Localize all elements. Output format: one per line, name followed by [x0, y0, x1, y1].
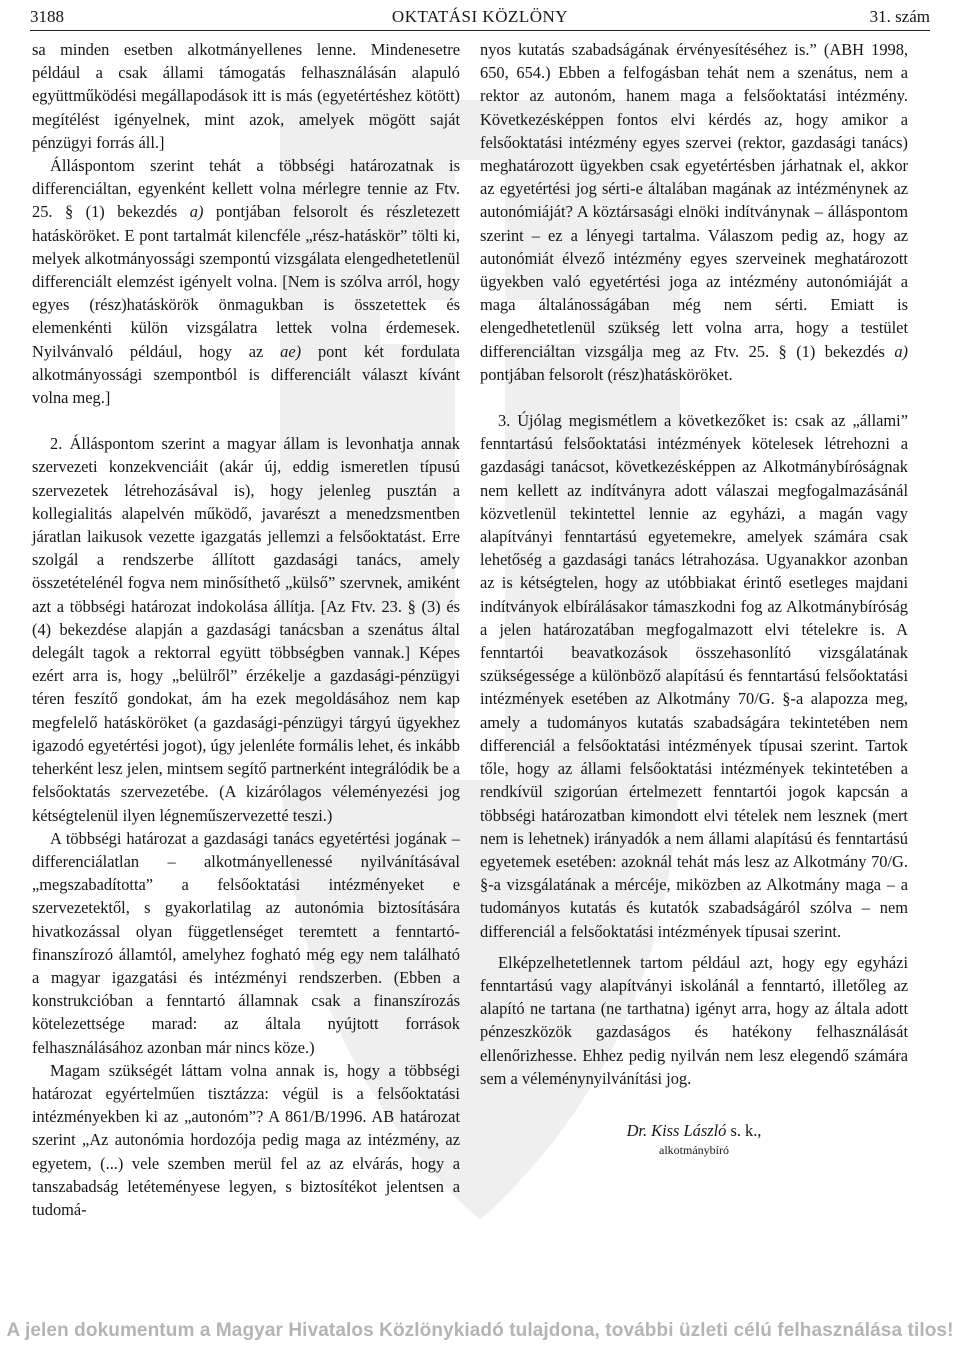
- signature-role: alkotmánybíró: [659, 1142, 729, 1157]
- paragraph: Magam szükségét láttam volna annak is, hogy a többségi határozat egyértelműen tisztázza: végül is a felsőoktatási intézményekben ki az „autonóm”? A 861/B/1996. AB határozat szerint „Az autonómia hordozója pedig maga az intézmény, az egyetem, (...) vele szemben merül fel az az elvárás, hogy a tanszabadság letéteményese legyen, s biztosítékot jelentsen a tudomá-: [32, 1060, 460, 1219]
- right-column: [480, 38, 908, 1158]
- text-run: pontjában felsorolt (rész)hatásköröket.: [480, 364, 733, 384]
- signature-block: [480, 1120, 908, 1158]
- text-run-italic: a): [189, 202, 204, 222]
- text-run: pont két fordulata alkotmányossági szempontból is differenciált választ kívánt volna meg.]: [32, 341, 461, 408]
- paragraph: sa minden esetben alkotmányellenes lenne. Mindenesetre például a csak állami támogatás felhasználásán alapuló együttműködési megállapodások itt is más (egyetértéshez kötött) megítélést igényelnek, mint azok, amelyek mögött saját pénzügyi forrás áll.]: [32, 40, 460, 152]
- issue-number: 31. szám: [869, 7, 930, 26]
- copyright-notice: A jelen dokumentum a Magyar Hivatalos Közlönykiadó tulajdona, további üzleti célú felhasználása tilos!: [6, 1320, 954, 1341]
- paragraph: [32, 154, 460, 409]
- paragraph: 2. Álláspontom szerint a magyar állam is levonhatja annak szervezeti konzekvenciáit (akár új, eddig ismeretlen típusú szervezetek létrehozásával is), hogy jelenleg pusztán a kollegialitás alapelvén működő, javarészt a menedzsmentben járatlan laikusok vezette igazgatás jellemzi a felsőoktatást. Erre szolgál a rendszerbe állított gazdasági tanács, amely összetételénél fogva nem minősíthető „külső” szervnek, amiként azt a többségi határozat indokolása állítja. [Az Ftv. 23. § (3) és (4) bekezdése alapján a gazdasági tanácsban a szenátus által delegált tagok a rektorral együtt többségben vannak.] Képes ezért arra is, hogy „belülről” érzékelje a gazdasági-pénzügyi téren feszítő gondokat, ám ha ezek megoldásához nem kap megfelelő hatásköröket (a gazdasági-pénzügyi tárgyú ügyekhez igazodó egyetértési jogot), úgy jelenléte formális lehet, és inkább teherként lesz jelen, mintsem segítő partnerként integrálódik be a felsőoktatás szervezetébe. (A kizárólagos véleményezési jog kétségtelenül ilyen légneműszervezetté teszi.): [32, 434, 460, 825]
- text-run-italic: ae): [280, 341, 302, 361]
- paragraph: [480, 38, 908, 386]
- text-run: pontjában felsorolt és részletezett hatásköröket. E pont tartalmát kilencféle „rész-hatáskör” tölti ki, melyek alkotmányossági szempontú vizsgálata elengedhetetlenül differenciált elemzést igényelt volna. [Nem is szólva arról, hogy egyes (rész)hatáskörök önmagukban is összetettek és elemenkénti külön vizsgálatra lettek volna érdemesek. Nyilvánvaló például, hogy az: [32, 202, 460, 361]
- signature-name: Dr. Kiss László: [626, 1120, 727, 1140]
- paragraph: A többségi határozat a gazdasági tanács egyetértési jogának – differenciálatlan – alkotmányellenessé nyilvánításával „megszabadította” a felsőoktatási intézményeket e szervezetektől, s gyakorlatilag az autonómia biztosítására hivatkozással olyan függetlenséget teremtett a fenntartó-finanszírozó államtól, amelyhez fogható még egy nem található a magyar igazgatási és intézményi rendszerben. (Ebben a konstrukcióban a fenntartó államnak csak a finanszírozás kötelezettsége marad: az általa nyújtott források felhasználásához azonban már nincs köze.): [32, 828, 460, 1057]
- signature-suffix: s. k.,: [726, 1120, 762, 1140]
- journal-title: OKTATÁSI KÖZLÖNY: [391, 7, 569, 26]
- text-run-italic: a): [894, 341, 908, 361]
- paragraph: Elképzelhetetlennek tartom például azt, hogy egy egyházi fenntartású vagy alapítványi iskolánál a fenntartó, illetőleg az alapító ne tartana (ne tarthatna) igényt arra, hogy az általa adott pénzeszközök gazdaságos és hatékony felhasználását ellenőrizhesse. Ehhez pedig nyilván nem lesz elegendő számára sem a véleménynyilvánítási jog.: [480, 952, 908, 1088]
- page-number: 3188: [30, 7, 64, 26]
- running-header: [30, 6, 930, 28]
- text-run: Álláspontom szerint tehát a többségi határozatnak is differenciáltan, egyenként kellett volna mérlegre tennie az Ftv. 25. § (1) bekezdés: [32, 156, 460, 222]
- text-run: nyos kutatás szabadságának érvényesítéséhez is.” (ABH 1998, 650, 654.) Ebben a felfogásban tehát nem a szenátus, nem a rektor az autonóm, hanem maga a felsőoktatási intézmény. Következésképpen fontos elvi kérdés az, hogy amikor a felsőoktatási intézmény egyes szervei (rektor, gazdasági tanács) meghatározott ügyekben csak egyetértésben járhatnak el, akkor az egyetértési jog sérti-e általában magának az intézménynek az autonómiáját? A köztársasági elnöki indítványnak – álláspontom szerint – ez a lényegi tartalma. Válaszom pedig az, hogy az autonómiát élvező intézmény egyes szerveinek meghatározott ügyekben való egyetértési joga az intézmény autonómiáját a maga általánosságában még nem sérti. Emiatt is elengedhetetlenül szükség lett volna arra, hogy a testület differenciáltan vizsgálja meg az Ftv. 25. § (1) bekezdés: [480, 40, 908, 361]
- paragraph: 3. Újólag megismétlem a következőket is: csak az „állami” fenntartású felsőoktatási intézmények kötelesek létrehozni a gazdasági tanácsot, következésképpen az Alkotmánybíróságnak nem kellett az indítványra adott válaszai megfogalmazásánál közvetlenül tekintettel lennie az egyházi, a magán vagy alapítványi fenntartású egyetemekre, amelyek számára csak lehetőség a gazdasági tanács létrahozása. Ugyanakkor azonban az is kétségtelen, hogy az utóbbiakat érintő esetleges majdani indítványok elbírálásakor támaszkodni fog az Alkotmánybíróság a jelen határozatában megfogalmazott elvi tételekre is. A fenntartói beavatkozások összehasonlító vizsgálatának szükségessége a különböző alapítású és fenntartású felsőoktatási intézmények esetében az Alkotmány 70/G. §-a alapozza meg, amely a tudományos kutatás szabadságára tekintetében nem differenciál a felsőoktatási intézmények típusai szerint. Tartok tőle, hogy az állami felsőoktatási intézmények tekintetében a rendkívül szigorúan értelmezett fenntartói jogok kapcsán a többségi határozatban kimondott elvi tételek nem lesznek (mert nem is lehetnek) irányadók a nem állami alapítású és fenntartású egyetemek esetében: azoknál tehát más lesz az Alkotmány 70/G. §-a vizsgálatának a mércéje, miközben az Alkotmány maga – a tudományos kutatás és kutatók szabadságáról szólva – nem differenciál a felsőoktatási intézmények típusai szerint.: [480, 411, 908, 941]
- header-rule: [30, 30, 930, 31]
- left-column: [32, 38, 460, 1221]
